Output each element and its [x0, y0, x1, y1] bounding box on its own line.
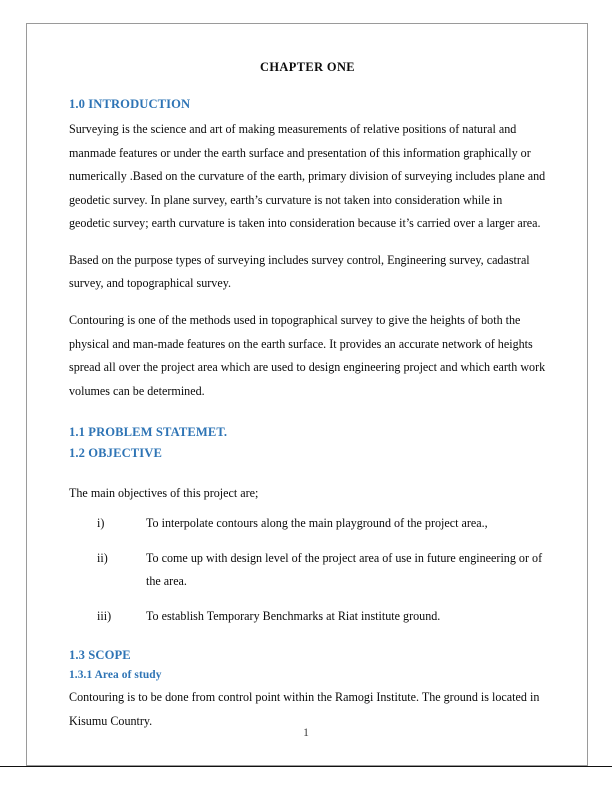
list-item-label: To interpolate contours along the main playground of the project area., [146, 515, 488, 530]
list-item-label: To establish Temporary Benchmarks at Riat institute ground. [146, 608, 441, 623]
objective-list-wrapper [97, 512, 546, 628]
heading-objective: 1.2 OBJECTIVE [69, 446, 162, 461]
list-item-marker: iii) [97, 608, 112, 623]
paragraph-area-of-study: Contouring is to be done from control point within the Ramogi Institute. The ground is located in Kisumu Country. [69, 690, 540, 728]
heading-scope: 1.3 SCOPE [69, 648, 131, 663]
objective-list [97, 512, 546, 628]
list-item [97, 605, 546, 629]
page-number: 1 [303, 726, 309, 739]
list-item [97, 547, 546, 594]
spacer [69, 416, 546, 425]
subheading-area-of-study: 1.3.1 Area of study [69, 669, 162, 682]
list-item [97, 512, 546, 536]
spacer [69, 467, 546, 482]
list-item-marker: i) [97, 515, 105, 530]
page-content [69, 60, 546, 746]
heading-problem-statement: 1.1 PROBLEM STATEMET. [69, 425, 228, 440]
paragraph-introduction-1: Surveying is the science and art of making measurements of relative positions of natural and manmade features or under the earth surface and presentation of this information graphically or numerically .Based on the curvature of the earth, primary division of surveying includes plane and geodetic survey. In plane survey, earth’s curvature is not taken into consideration while in geodetic survey; earth curvature is taken into consideration because it’s carried over a larger area. [69, 122, 546, 231]
page-title: CHAPTER ONE [260, 60, 355, 74]
page-bottom-rule [0, 766, 612, 767]
spacer [69, 639, 546, 648]
list-item-marker: ii) [97, 550, 108, 565]
paragraph-objective-intro: The main objectives of this project are; [69, 486, 259, 501]
paragraph-introduction-3: Contouring is one of the methods used in topographical survey to give the heights of both the physical and man-made features on the earth surface. It provides an accurate network of heights spread all over the project area which are used to design engineering project and which earth work volumes can be determined. [69, 313, 546, 398]
list-item-label: To come up with design level of the project area of use in future engineering or of the area. [146, 550, 543, 589]
heading-introduction: 1.0 INTRODUCTION [69, 97, 191, 111]
paragraph-introduction-2: Based on the purpose types of surveying includes survey control, Engineering survey, cadastral survey, and topographical survey. [69, 252, 530, 291]
